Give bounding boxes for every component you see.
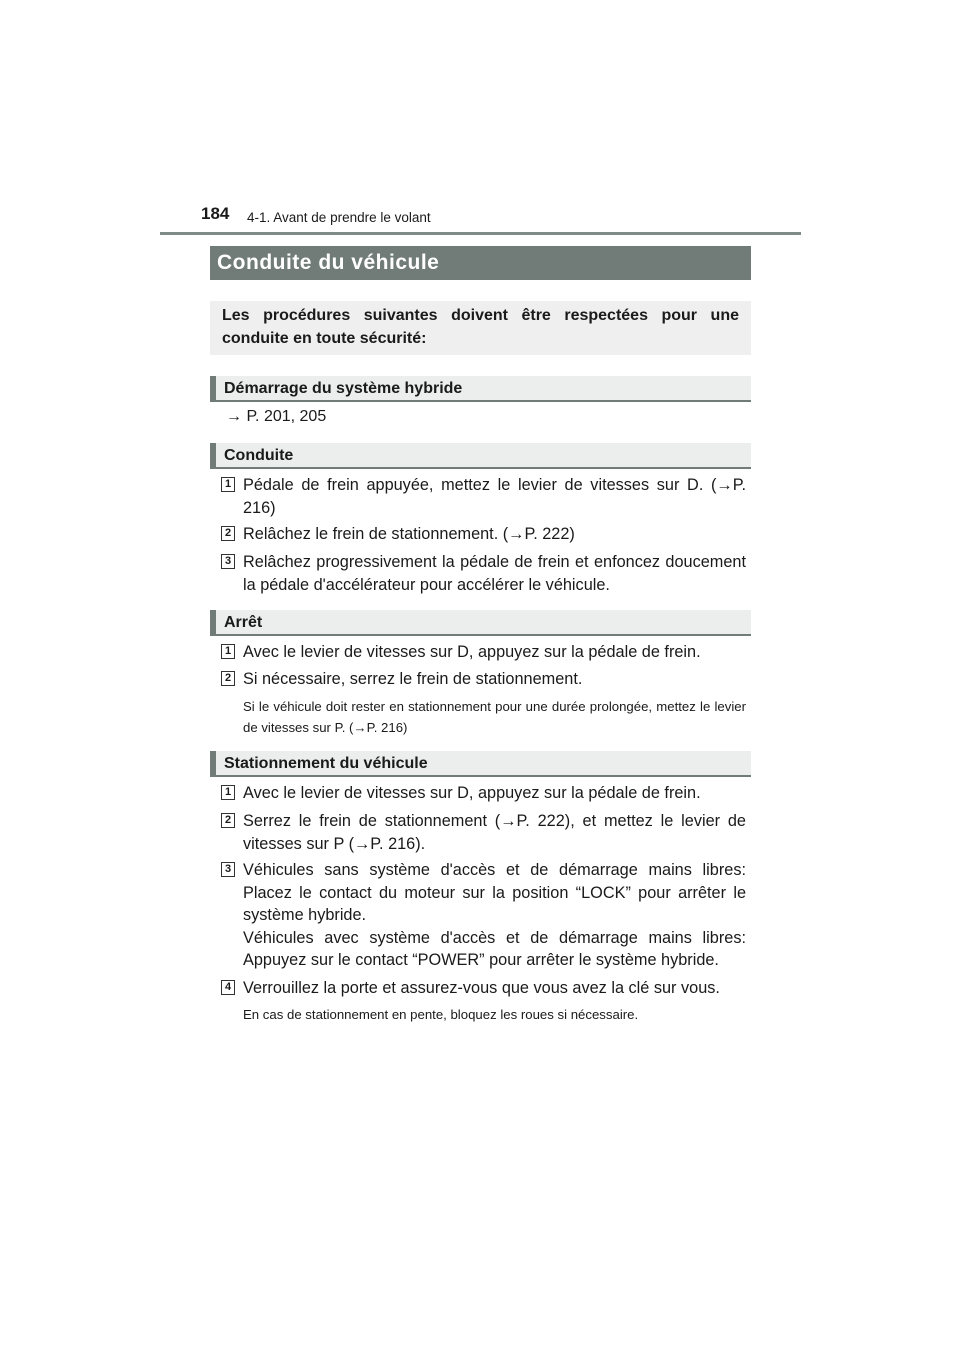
step-number: 4 bbox=[221, 980, 235, 995]
parking-note: En cas de stationnement en pente, bloquez les roues si nécessaire. bbox=[243, 1007, 639, 1022]
step-text: Pédale de frein appuyée, mettez le levier de vitesses sur D. (→P. 216) bbox=[243, 476, 746, 517]
start-page-ref[interactable]: → P. 201, 205 bbox=[226, 408, 327, 425]
step-text: Relâchez le frein de stationnement. (→P. 222) bbox=[243, 525, 575, 543]
step-number: 1 bbox=[221, 785, 235, 800]
step-number: 3 bbox=[221, 862, 235, 877]
step-text: Véhicules sans système d'accès et de démarrage mains libres: Placez le contact du moteur sur la position “LOCK” pour arrêter le système hybride. bbox=[243, 861, 746, 925]
header-rule bbox=[160, 232, 801, 235]
parking-step bbox=[221, 782, 746, 805]
subhead-stop: Arrêt bbox=[210, 610, 751, 636]
step-number: 2 bbox=[221, 671, 235, 686]
intro-box: Les procédures suivantes doivent être respectées pour une conduite en toute sécurité: bbox=[210, 301, 751, 355]
page-number: 184 bbox=[201, 204, 230, 223]
parking-step bbox=[221, 859, 746, 972]
driving-step bbox=[221, 551, 746, 596]
step-text: Avec le levier de vitesses sur D, appuyez sur la pédale de frein. bbox=[243, 784, 701, 802]
stop-step bbox=[221, 641, 746, 664]
step-text: Serrez le frein de stationnement (→P. 222), et mettez le levier de vitesses sur P (→P. 216). bbox=[243, 812, 746, 853]
subhead-start: Démarrage du système hybride bbox=[210, 376, 751, 402]
subhead-parking: Stationnement du véhicule bbox=[210, 751, 751, 777]
step-text: Si nécessaire, serrez le frein de stationnement. bbox=[243, 670, 583, 688]
parking-step bbox=[221, 810, 746, 855]
stop-step bbox=[221, 668, 746, 691]
stop-note: Si le véhicule doit rester en stationnement pour une durée prolongée, mettez le levier de vitesses sur P. (→P. 216) bbox=[243, 699, 746, 735]
step-number: 1 bbox=[221, 644, 235, 659]
step-text-continued: Véhicules avec système d'accès et de démarrage mains libres: Appuyez sur le contact “POWER” pour arrêter le système hybride. bbox=[243, 928, 746, 970]
step-text: Relâchez progressivement la pédale de frein et enfoncez doucement la pédale d'accélérateur pour accélérer le véhicule. bbox=[243, 553, 746, 594]
driving-step bbox=[221, 474, 746, 519]
parking-step bbox=[221, 977, 746, 1000]
step-text: Verrouillez la porte et assurez-vous que vous avez la clé sur vous. bbox=[243, 979, 720, 997]
driving-step bbox=[221, 523, 746, 546]
step-text: Avec le levier de vitesses sur D, appuyez sur la pédale de frein. bbox=[243, 643, 701, 661]
section-reference: 4-1. Avant de prendre le volant bbox=[247, 210, 431, 225]
step-number: 2 bbox=[221, 526, 235, 541]
subhead-driving: Conduite bbox=[210, 443, 751, 469]
step-number: 1 bbox=[221, 477, 235, 492]
step-number: 2 bbox=[221, 813, 235, 828]
page-title: Conduite du véhicule bbox=[210, 246, 751, 280]
step-number: 3 bbox=[221, 554, 235, 569]
